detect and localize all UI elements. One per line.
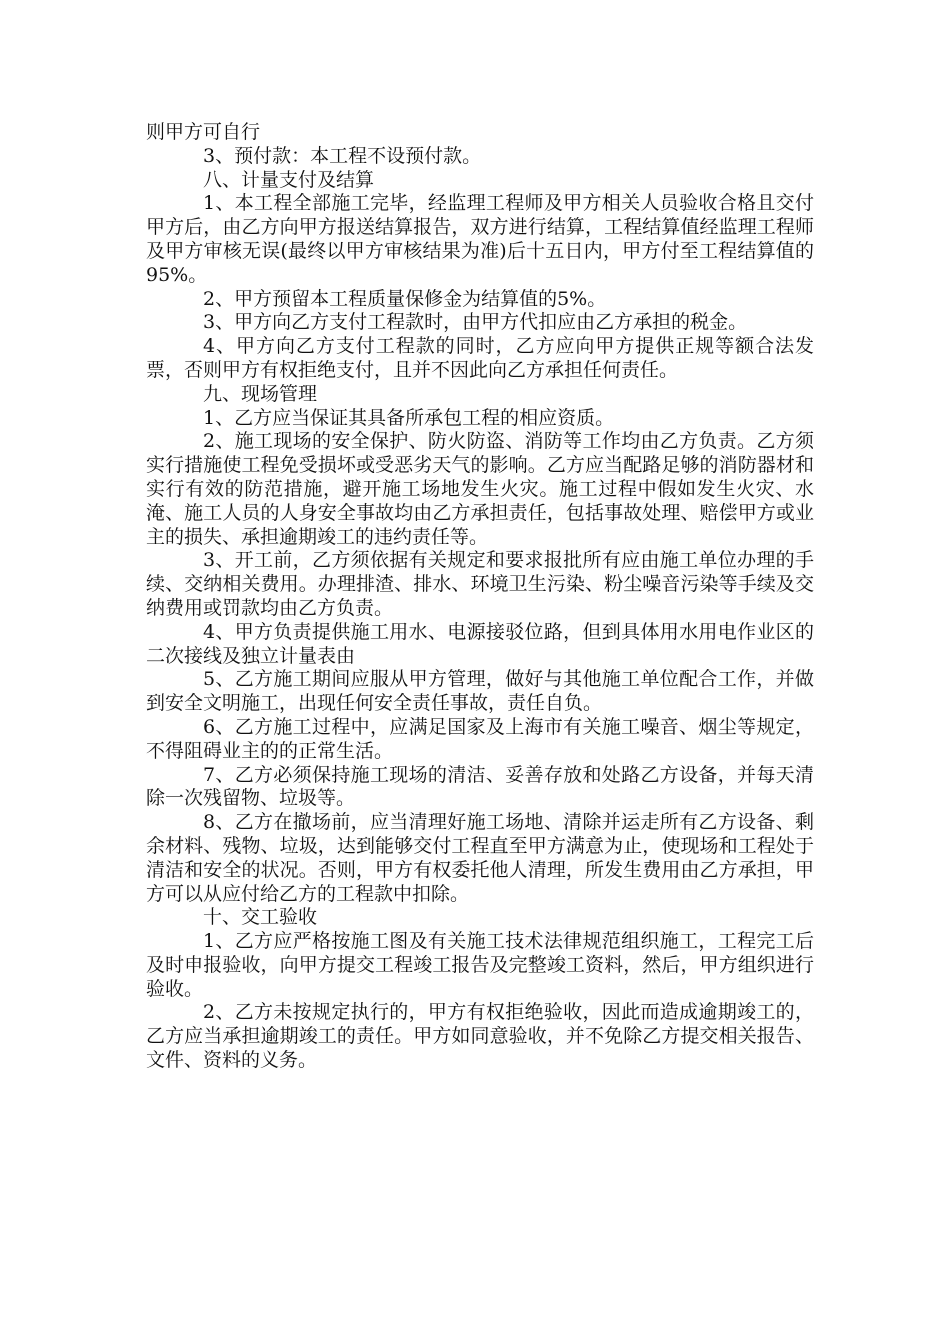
paragraph-acceptance-2: 2、乙方未按规定执行的，甲方有权拒绝验收，因此而造成逾期竣工的，乙方应当承担逾期竣工的责任。甲方如同意验收，并不免除乙方提交相关报告、文件、资料的义务。	[146, 1001, 814, 1072]
document-body	[146, 121, 814, 1073]
paragraph-site-2: 2、施工现场的安全保护、防火防盗、消防等工作均由乙方负责。乙方须实行措施使工程免受损坏或受恶劣天气的影响。乙方应当配路足够的消防器材和实行有效的防范措施，避开施工场地发生火灾。施工过程中假如发生火灾、水淹、施工人员的人身安全事故均由乙方承担责任，包括事故处理、赔偿甲方或业主的损失、承担逾期竣工的违约责任等。	[146, 430, 814, 548]
section-heading-acceptance: 十、交工验收	[203, 906, 318, 929]
paragraph-site-6: 6、乙方施工过程中，应满足国家及上海市有关施工噪音、烟尘等规定，不得阻碍业主的的正常生活。	[146, 715, 814, 762]
paragraph-settlement-4: 4、甲方向乙方支付工程款的同时，乙方应向甲方提供正规等额合法发票，否则甲方有权拒绝支付，且并不因此向乙方承担任何责任。	[146, 335, 814, 381]
paragraph-site-1: 1、乙方应当保证其具备所承包工程的相应资质。	[203, 406, 615, 429]
paragraph-continuation: 则甲方可自行	[146, 121, 261, 143]
paragraph-advance-payment: 3、预付款：本工程不设预付款。	[203, 144, 482, 167]
paragraph-acceptance-1: 1、乙方应严格按施工图及有关施工技术法律规范组织施工，工程完工后及时申报验收，向甲方提交工程竣工报告及完整竣工资料，然后，甲方组织进行验收。	[146, 930, 814, 1000]
section-heading-site-management: 九、现场管理	[203, 382, 318, 405]
paragraph-settlement-3: 3、甲方向乙方支付工程款时，由甲方代扣应由乙方承担的税金。	[203, 311, 748, 334]
paragraph-settlement-1: 1、本工程全部施工完毕，经监理工程师及甲方相关人员验收合格且交付甲方后，由乙方向甲方报送结算报告，双方进行结算，工程结算值经监理工程师及甲方审核无误(最终以甲方审核结果为准)后十五日内，甲方付至工程结算值的95%。	[146, 192, 814, 286]
paragraph-site-4: 4、甲方负责提供施工用水、电源接驳位路，但到具体用水用电作业区的二次接线及独立计量表由	[146, 620, 814, 667]
paragraph-site-7: 7、乙方必须保持施工现场的清洁、妥善存放和处路乙方设备，并每天清除一次残留物、垃圾等。	[146, 763, 814, 810]
paragraph-site-8: 8、乙方在撤场前，应当清理好施工场地、清除并运走所有乙方设备、剩余材料、残物、垃圾，达到能够交付工程直至甲方满意为止，使现场和工程处于清洁和安全的状况。否则，甲方有权委托他人清理，所发生费用由乙方承担，甲方可以从应付给乙方的工程款中扣除。	[146, 811, 814, 905]
paragraph-site-5: 5、乙方施工期间应服从甲方管理，做好与其他施工单位配合工作，并做到安全文明施工，出现任何安全责任事故，责任自负。	[146, 668, 814, 715]
paragraph-site-3: 3、开工前，乙方须依据有关规定和要求报批所有应由施工单位办理的手续、交纳相关费用。办理排渣、排水、环境卫生污染、粉尘噪音污染等手续及交纳费用或罚款均由乙方负责。	[146, 549, 814, 619]
paragraph-settlement-2: 2、甲方预留本工程质量保修金为结算值的5%。	[203, 287, 607, 310]
section-heading-payment-settlement: 八、计量支付及结算	[203, 168, 375, 191]
